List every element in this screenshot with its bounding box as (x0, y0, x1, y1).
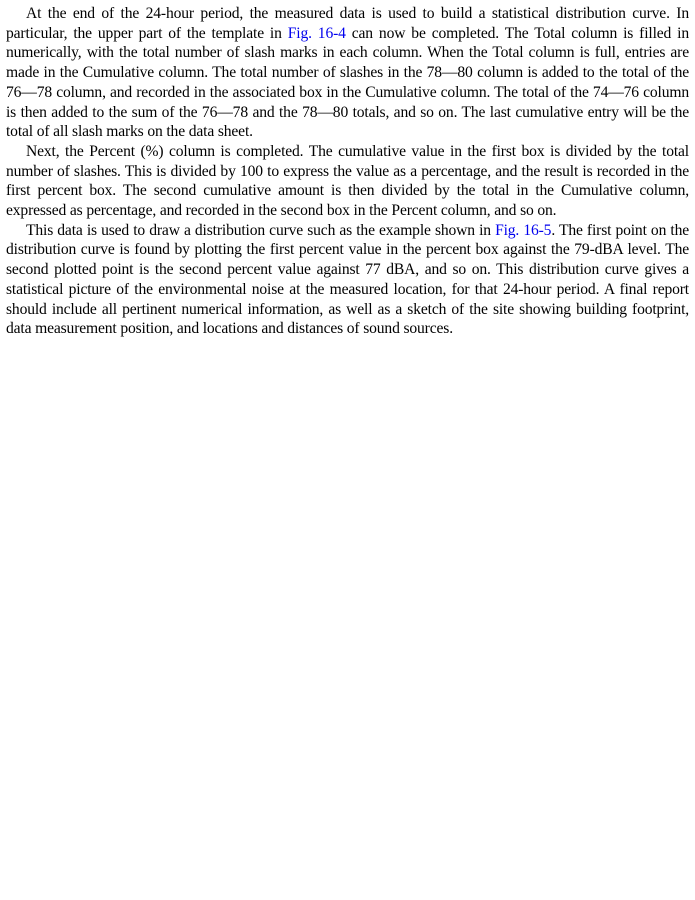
paragraph-3-text-a: This data is used to draw a distribution curve such as the example shown in (26, 221, 496, 239)
paragraph-3 (6, 221, 689, 339)
paragraph-1 (6, 4, 689, 142)
paragraph-1-text-a: At the end of the 24-hour period, the measured data is used to build a statistical distribution curve. In particular, the upper part of the template in (6, 5, 689, 42)
paragraph-2-text: Next, the Percent (%) column is completed. The cumulative value in the first box is divided by the total number of slashes. This is divided by 100 to express the value as a percentage, and the result is recorded in the first percent box. The second cumulative amount is then divided by the total in the Cumulative column, expressed as percentage, and recorded in the second box in the Percent column, and so on. (6, 142, 689, 220)
paragraph-1-text-b: can now be completed. The Total column is filled in numerically, with the total number of slash marks in each column. When the Total column is full, entries are made in the Cumulative column. The total number of slashes in the 78—80 column is added to the total of the 76—78 column, and recorded in the associated box in the Cumulative column. The total of the 74—76 column is then added to the sum of the 76—78 and the 78—80 totals, and so on. The last cumulative entry will be the total of all slash marks on the data sheet. (6, 24, 689, 141)
fig-16-5-link[interactable]: Fig. 16-5 (495, 221, 552, 239)
paragraph-3-text-b: . The first point on the distribution curve is found by plotting the first percent value in the percent box against the 79-dBA level. The second plotted point is the second percent value against 77 dBA, and so on. This distribution curve gives a statistical picture of the environmental noise at the measured location, for that 24-hour period. A final report should include all pertinent numerical information, as well as a sketch of the site showing building footprint, data measurement position, and locations and distances of sound sources. (6, 221, 689, 338)
paragraph-2 (6, 142, 689, 221)
fig-16-4-link[interactable]: Fig. 16-4 (287, 24, 346, 42)
